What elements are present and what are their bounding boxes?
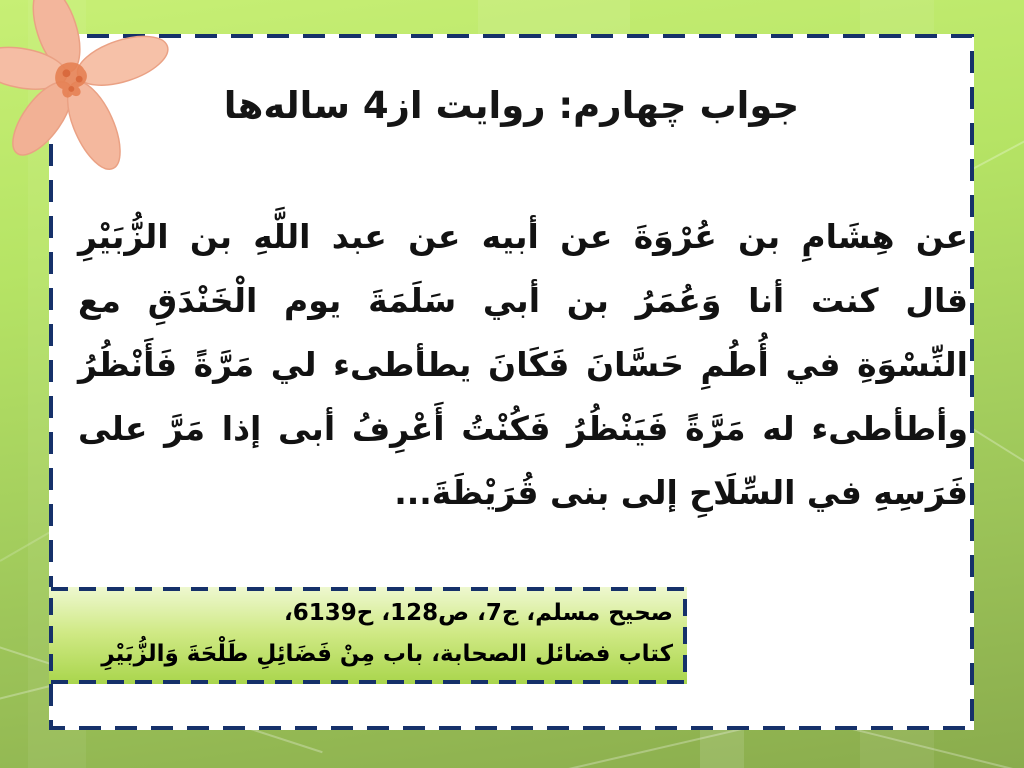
hadith-line: وأطأطىء له مَرَّةً فَيَنْظُرُ فَكُنْتُ أَعْرِفُ أبى إذا مَرَّ على: [78, 409, 968, 448]
hadith-line: فَرَسِهِ في السِّلَاحِ إلى بنى قُرَيْظَةَ...: [394, 473, 968, 512]
citation-line-2: كتاب فضائل الصحابة، باب مِنْ فَضَائِلِ طَلْحَةَ وَالزُّبَيْرِ: [101, 641, 673, 667]
flower-icon: [0, 0, 186, 184]
hadith-text: [78, 206, 968, 526]
hadith-line: النِّسْوَةِ في أُطُمِ حَسَّانَ فَكَانَ يطأطىء لي مَرَّةً فَأَنْظُرُ: [78, 345, 968, 384]
hadith-line: قال كنت أنا وَعُمَرُ بن أبي سَلَمَةَ يوم الْخَنْدَقِ مع: [78, 281, 968, 320]
hadith-line: عن هِشَامِ بن عُرْوَةَ عن أبيه عن عبد اللَّهِ بن الزُّبَيْرِ: [78, 217, 968, 256]
citation-line-1: صحيح مسلم، ج7، ص128، ح6139،: [284, 600, 673, 626]
citation-box: [49, 587, 687, 684]
citation-text: [49, 587, 687, 684]
slide-title: جواب چهارم: روايت از4 ساله‌ها: [223, 84, 800, 127]
